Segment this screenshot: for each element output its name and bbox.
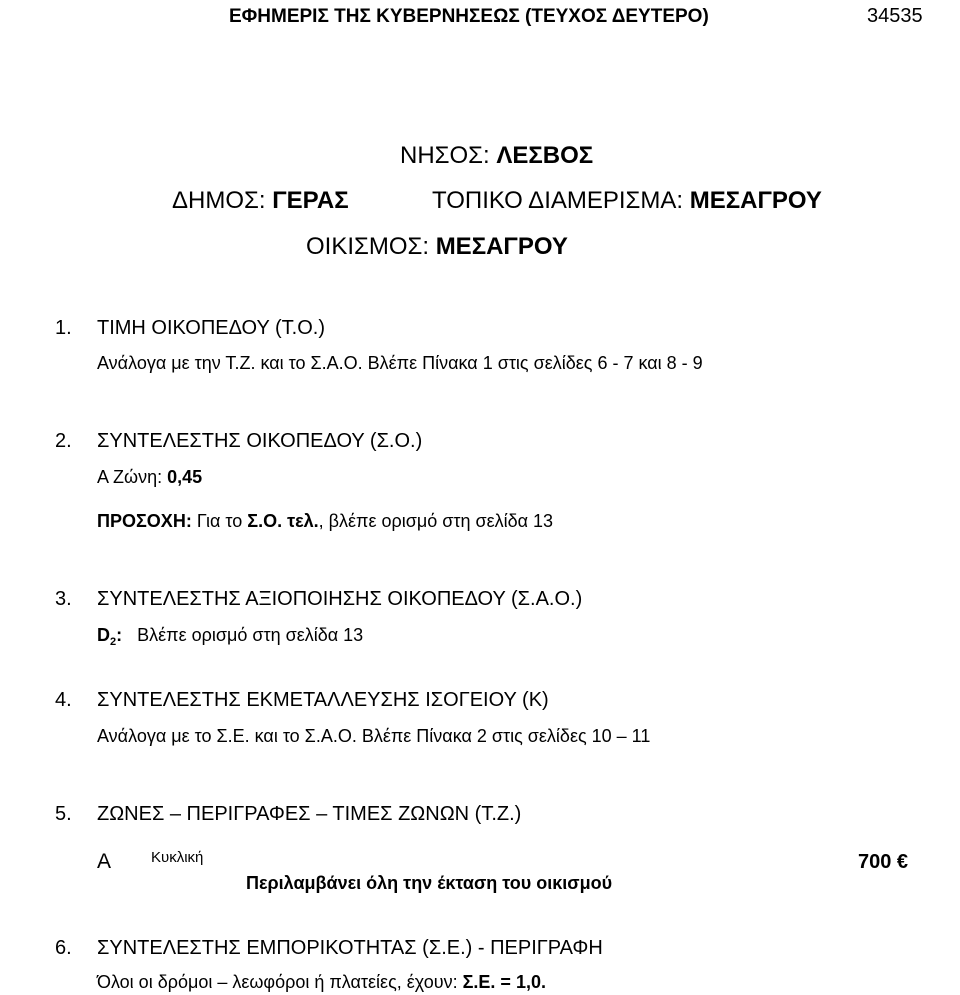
municipality-label: ΔΗΜΟΣ: [172,187,266,214]
zone-type: Κυκλική [151,849,204,866]
note-label: ΠΡΟΣΟΧΗ: [97,511,192,531]
d-label: D [97,625,110,645]
note-text-2: , βλέπε ορισμό στη σελίδα 13 [318,511,554,531]
district-label: ΤΟΠΙΚΟ ΔΙΑΜΕΡΙΣΜΑ: [432,187,684,214]
island-label: ΝΗΣΟΣ: [400,142,490,169]
section-4-title: ΣΥΝΤΕΛΕΣΤΗΣ ΕΚΜΕΤΑΛΛΕΥΣΗΣ ΙΣΟΓΕΙΟΥ (Κ) [97,689,549,711]
section-6-value: Σ.Ε. = 1,0. [462,972,546,992]
zone-description: Περιλαμβάνει όλη την έκταση του οικισμού [246,873,613,893]
section-5-number: 5. [55,803,72,825]
section-1-title: ΤΙΜΗ ΟΙΚΟΠΕΔΟΥ (Τ.Ο.) [97,317,326,339]
section-6-description: Όλοι οι δρόμοι – λεωφόροι ή πλατείες, έχουν: [97,972,458,992]
section-2-heading [55,430,422,453]
section-3-d2 [97,625,363,646]
section-4-text: Ανάλογα με το Σ.Ε. και το Σ.Α.Ο. Βλέπε Πίνακα 2 στις σελίδες 10 – 11 [97,726,651,746]
island-value: ΛΕΣΒΟΣ [496,142,594,169]
section-4-number: 4. [55,689,72,711]
section-4-heading [55,689,549,712]
zone-value: 0,45 [167,467,203,487]
municipality-value: ΓΕΡΑΣ [272,187,349,214]
section-6-number: 6. [55,937,72,959]
section-5-title: ΖΩΝΕΣ – ΠΕΡΙΓΡΑΦΕΣ – ΤΙΜΕΣ ΖΩΝΩΝ (Τ.Ζ.) [97,803,522,825]
section-6-heading [55,937,603,960]
d-colon: : [116,625,123,645]
settlement-label: ΟΙΚΙΣΜΟΣ: [306,233,430,260]
zone-letter: Α [97,850,112,873]
section-5-heading [55,803,521,826]
d-subscript: 2 [110,636,117,648]
page-number: 34535 [867,5,923,27]
municipality-line [172,187,349,215]
section-1-number: 1. [55,317,72,339]
section-3-number: 3. [55,588,72,610]
gazette-title: ΕΦΗΜΕΡΙΣ ΤΗΣ ΚΥΒΕΡΝΗΣΕΩΣ (ΤΕΥΧΟΣ ΔΕΥΤΕΡΟ) [229,6,709,27]
zone-label: Α Ζώνη: [97,467,163,487]
section-2-zone [97,467,202,488]
island-line [400,142,593,170]
section-6-title: ΣΥΝΤΕΛΕΣΤΗΣ ΕΜΠΟΡΙΚΟΤΗΤΑΣ (Σ.Ε.) - ΠΕΡΙΓΡΑΦΗ [97,937,603,959]
section-2-title: ΣΥΝΤΕΛΕΣΤΗΣ ΟΙΚΟΠΕΔΟΥ (Σ.Ο.) [97,430,423,452]
district-line [432,187,822,215]
section-1-heading [55,317,325,340]
section-3-title: ΣΥΝΤΕΛΕΣΤΗΣ ΑΞΙΟΠΟΙΗΣΗΣ ΟΙΚΟΠΕΔΟΥ (Σ.Α.Ο.) [97,588,583,610]
district-value: ΜΕΣΑΓΡΟΥ [689,187,822,214]
note-bold: Σ.Ο. τελ. [247,511,319,531]
section-2-number: 2. [55,430,72,452]
zone-price: 700 € [858,851,909,873]
settlement-value: ΜΕΣΑΓΡΟΥ [435,233,568,260]
section-2-note [97,511,553,532]
section-1-text: Ανάλογα με την Τ.Ζ. και το Σ.Α.Ο. Βλέπε Πίνακα 1 στις σελίδες 6 - 7 και 8 - 9 [97,353,703,373]
section-3-heading [55,588,582,611]
section-6-text [97,972,546,993]
note-text-1: Για το [196,511,243,531]
d-text: Βλέπε ορισμό στη σελίδα 13 [137,625,364,645]
settlement-line [306,233,568,261]
